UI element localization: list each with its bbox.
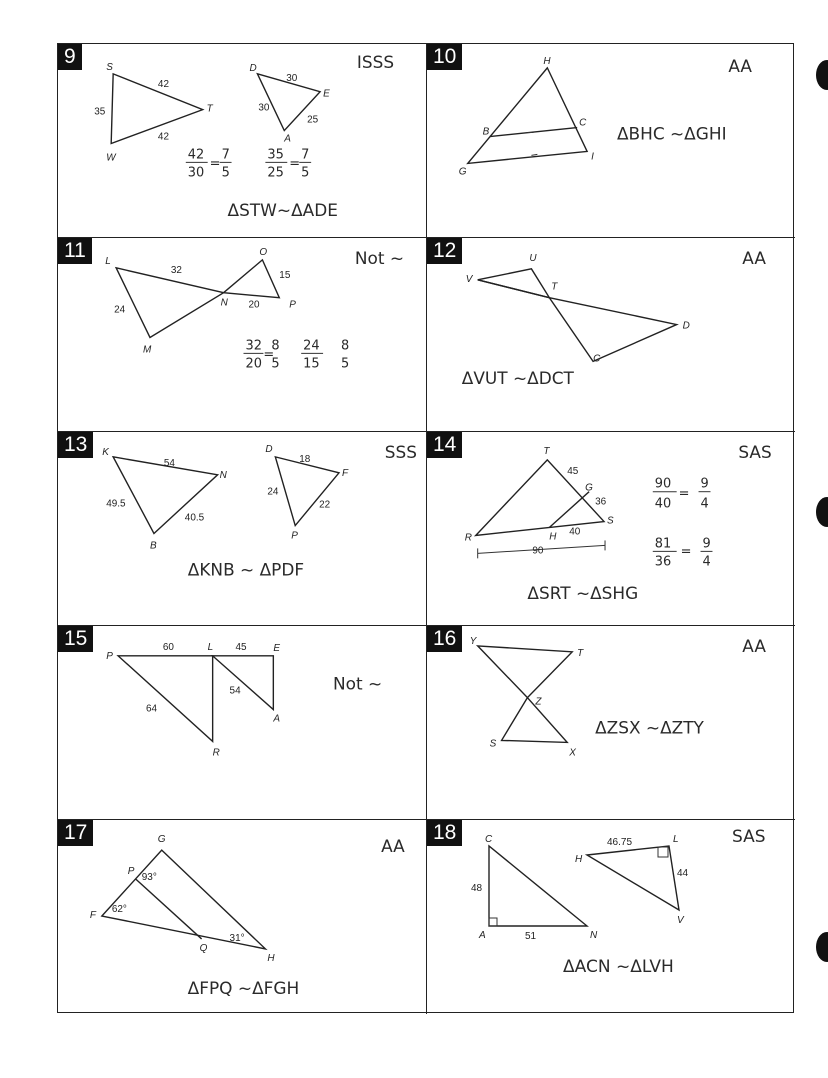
similarity-statement: ΔZSX ~ΔZTY <box>595 717 704 738</box>
vertex-i: I <box>591 151 594 163</box>
vertex-h: H <box>267 952 275 964</box>
vertex-r: R <box>212 747 220 759</box>
side-label: 42 <box>157 131 169 143</box>
vertex-w: W <box>106 152 116 164</box>
triangle-zty <box>478 646 573 698</box>
vertex-l: L <box>207 641 214 653</box>
side-label: 40 <box>569 526 581 538</box>
problem-14-figure <box>427 432 795 625</box>
work-num: 90 <box>654 476 672 492</box>
vertex-h: H <box>549 531 557 543</box>
answer: AA <box>742 247 766 268</box>
vertex-y: Y <box>469 635 477 647</box>
side-label: 42 <box>157 78 169 90</box>
work-den: 5 <box>221 165 230 181</box>
work-num: 9 <box>702 536 711 552</box>
similarity-statement: ΔKNB ~ ΔPDF <box>187 559 305 580</box>
side-label: 40.5 <box>184 512 205 524</box>
work-eq: = <box>678 486 690 502</box>
answer: SSS <box>384 441 417 462</box>
triangle-plr <box>118 656 213 742</box>
vertex-c: C <box>485 834 493 845</box>
side-label: 48 <box>471 883 483 894</box>
vertex-r: R <box>464 532 472 544</box>
vertex-p: P <box>289 299 296 311</box>
vertex-p: P <box>106 650 113 662</box>
vertex-e: E <box>323 88 330 100</box>
problem-number: 13 <box>58 432 93 458</box>
answer: ISSS <box>356 51 395 72</box>
side-label: 44 <box>677 868 689 879</box>
vertex-n: N <box>590 930 598 941</box>
answer: SAS <box>738 441 772 462</box>
vertex-s: S <box>489 738 497 750</box>
segment-bc <box>490 128 578 137</box>
problem-13-figure <box>58 432 426 625</box>
work-den: 40 <box>654 496 672 512</box>
work-num: 7 <box>301 147 310 163</box>
problem-number: 16 <box>427 626 462 652</box>
problem-number: 9 <box>58 44 82 70</box>
vertex-d: D <box>682 320 690 332</box>
triangle-lnm <box>116 268 223 338</box>
angle-label: 62° <box>111 904 127 916</box>
work-den: 30 <box>187 165 205 181</box>
vertex-a: A <box>479 930 486 941</box>
problem-number: 10 <box>427 44 462 70</box>
side-label: 36 <box>595 496 607 508</box>
vertex-f: F <box>89 909 97 921</box>
vertex-t: T <box>577 647 584 659</box>
vertex-g: G <box>585 482 593 494</box>
side-label: 24 <box>114 304 126 316</box>
answer: SAS <box>732 827 766 847</box>
work-num: 9 <box>700 476 709 492</box>
problem-number: 12 <box>427 238 462 264</box>
work-eq: = <box>209 156 221 172</box>
work-eq: = <box>263 347 275 363</box>
answer: AA <box>728 55 753 76</box>
work-den: 25 <box>267 165 284 181</box>
vertex-s: S <box>106 61 113 73</box>
vertex-t: T <box>551 281 558 293</box>
side-label: 49.5 <box>106 498 126 510</box>
side-label: 54 <box>163 457 175 469</box>
side-label: 64 <box>145 703 158 715</box>
vertex-b: B <box>149 540 157 552</box>
work-den: 5 <box>301 165 310 181</box>
problem-16 <box>427 626 795 820</box>
work-num: 35 <box>267 147 284 163</box>
similarity-statement: ΔSRT ~ΔSHG <box>527 583 639 604</box>
side-label: 90 <box>532 545 544 557</box>
problem-12 <box>427 238 795 432</box>
side-label: 15 <box>279 269 291 281</box>
work-den: 20 <box>245 356 262 372</box>
vertex-q: Q <box>199 942 208 954</box>
problem-10-figure <box>427 44 795 237</box>
vertex-c: C <box>593 353 601 365</box>
triangle-ghi <box>468 68 587 164</box>
vertex-g: G <box>157 834 166 846</box>
vertex-z: Z <box>535 696 542 708</box>
side-label: 60 <box>162 641 174 653</box>
vertex-d: D <box>265 443 273 455</box>
vertex-d: D <box>249 62 257 74</box>
problem-17-figure <box>58 820 426 1014</box>
work-den: 5 <box>271 356 280 372</box>
vertex-x: X <box>569 747 576 759</box>
angle-label: 31° <box>229 932 245 944</box>
side-label: 30 <box>258 102 270 114</box>
similarity-statement: ΔSTW~ΔADE <box>227 200 338 221</box>
answer: AA <box>742 635 766 656</box>
triangle-tdc <box>549 298 676 365</box>
segment-vt <box>478 280 550 298</box>
vertex-e: E <box>273 642 280 654</box>
work-den: 36 <box>654 554 672 570</box>
problem-11-figure <box>58 238 426 431</box>
problem-17 <box>58 820 427 1014</box>
similarity-statement: ΔVUT ~ΔDCT <box>461 368 574 389</box>
vertex-l: L <box>673 834 679 845</box>
vertex-v: V <box>465 273 473 285</box>
answer: Not ~ <box>333 673 383 694</box>
side-label: 51 <box>525 931 537 942</box>
side-label: 46.75 <box>607 837 633 848</box>
vertex-t: T <box>543 445 550 457</box>
problem-9 <box>58 44 427 238</box>
problem-number: 18 <box>427 820 462 846</box>
work-num: 42 <box>187 147 205 163</box>
similarity-statement: ΔACN ~ΔLVH <box>563 957 674 977</box>
vertex-c: C <box>579 117 587 129</box>
side-label: 35 <box>94 106 106 118</box>
side-label: 25 <box>307 114 319 126</box>
problem-15 <box>58 626 427 820</box>
side-label: 18 <box>299 453 311 465</box>
work-den: 5 <box>340 356 350 372</box>
side-label: 20 <box>248 299 260 311</box>
side-label: 30 <box>286 72 298 84</box>
problem-12-figure <box>427 238 795 431</box>
vertex-u: U <box>529 252 537 264</box>
side-label: 45 <box>567 465 579 477</box>
vertex-m: M <box>143 344 152 356</box>
work-num: 8 <box>271 338 280 354</box>
side-label: 32 <box>170 264 182 276</box>
work-den: 4 <box>702 554 711 570</box>
work-eq: = <box>680 544 692 560</box>
work-eq: = <box>289 156 301 172</box>
vertex-l: L <box>105 255 111 267</box>
similarity-statement: ΔBHC ~ΔGHI <box>616 123 727 144</box>
work-num: 81 <box>654 536 672 552</box>
answer: AA <box>381 836 405 857</box>
binder-hole <box>816 497 828 527</box>
work-num: 8 <box>340 338 350 354</box>
problem-15-figure <box>58 626 426 819</box>
triangle-can <box>489 846 587 926</box>
triangle-vut <box>478 269 550 298</box>
problem-16-figure <box>427 626 795 819</box>
work-num: 7 <box>221 147 230 163</box>
work-den: 4 <box>700 496 709 512</box>
triangle-stw <box>111 74 203 144</box>
segment-hg <box>549 492 589 528</box>
problem-10 <box>427 44 795 238</box>
problem-11 <box>58 238 427 432</box>
vertex-h: H <box>543 55 551 67</box>
triangle-hlv <box>587 846 679 910</box>
problem-number: 15 <box>58 626 93 652</box>
problem-number: 17 <box>58 820 93 846</box>
vertex-k: K <box>102 446 109 458</box>
problem-18-figure <box>427 820 795 1014</box>
work-num: 24 <box>303 338 320 354</box>
triangle-dfp <box>275 457 339 526</box>
side-label: 45 <box>235 641 247 653</box>
problem-number: 14 <box>427 432 462 458</box>
work-den: 15 <box>303 356 320 372</box>
problem-grid <box>57 43 794 1013</box>
vertex-s: S <box>607 515 614 527</box>
vertex-a: A <box>284 133 291 145</box>
work-num: 32 <box>245 338 262 354</box>
vertex-g: G <box>458 166 467 178</box>
side-label: 24 <box>267 486 279 498</box>
problem-14 <box>427 432 795 626</box>
vertex-v: V <box>677 915 684 926</box>
side-label: 22 <box>319 499 331 511</box>
side-label: 54 <box>229 685 241 697</box>
problem-18 <box>427 820 795 1014</box>
vertex-t: T <box>206 103 213 115</box>
answer: Not ~ <box>354 247 405 268</box>
vertex-h: H <box>575 854 583 865</box>
vertex-p: P <box>291 530 298 542</box>
similarity-statement: ΔFPQ ~ΔFGH <box>187 977 300 998</box>
problem-9-figure <box>58 44 426 237</box>
angle-label: 93° <box>141 872 157 884</box>
triangle-srt <box>476 460 604 536</box>
problem-13 <box>58 432 427 626</box>
binder-hole <box>816 932 828 962</box>
vertex-o: O <box>259 246 268 258</box>
vertex-n: N <box>220 297 228 309</box>
triangle-nop <box>224 260 280 298</box>
vertex-a: A <box>273 713 280 725</box>
vertex-b: B <box>482 126 490 138</box>
triangle-lea <box>213 656 274 710</box>
vertex-p: P <box>127 866 135 878</box>
vertex-n: N <box>219 469 227 481</box>
problem-number: 11 <box>58 238 92 264</box>
binder-hole <box>816 60 828 90</box>
vertex-f: F <box>341 467 349 479</box>
